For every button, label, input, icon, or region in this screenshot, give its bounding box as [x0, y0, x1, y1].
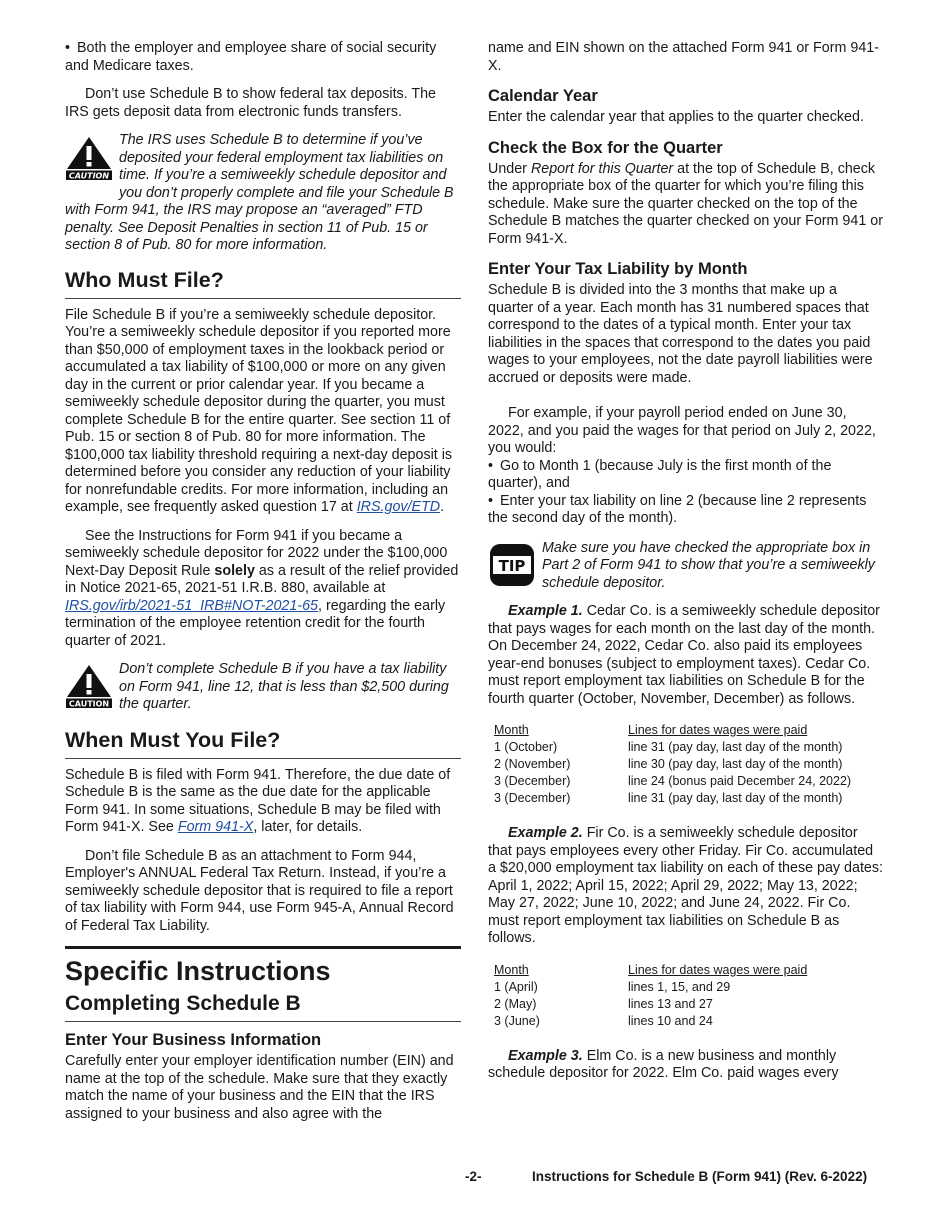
caution-icon — [65, 663, 113, 715]
caution-note-2500 — [65, 661, 461, 715]
paragraph-dont-file: Don’t file Schedule B as an attachment to Form 944, Employer's ANNUAL Federal Tax Return. Instead, if you’re a semiweekly schedule depositor that is required to file a report of tax liability with Form 944, use Form 945-A, Annual Record of Federal Tax Liability. — [65, 847, 454, 934]
table-header: Lines for dates wages were paid — [628, 723, 808, 737]
table-row: 1 (October) line 31 (pay day, last day of the month) — [494, 740, 843, 754]
caution-icon-label: CAUTION — [68, 699, 110, 709]
left-column — [65, 40, 461, 1134]
link-irs-etd[interactable]: IRS.gov/ETD — [356, 499, 441, 515]
table-header: Month — [494, 962, 529, 977]
caution-text-2500: Don’t complete Schedule B if you have a tax liability on Form 941, line 12, that is less than $2,500 during the quarter. — [119, 661, 449, 712]
paragraph-business-information: Carefully enter your employer identification number (EIN) and name at the top of the schedule. Make sure that they exactly match the name of your business and the EIN that the IRS assigned to your business and also agree with the — [65, 1053, 454, 1122]
right-column — [488, 40, 884, 1094]
paragraph-when: Schedule B is filed with Form 941. Therefore, the due date of Schedule B is the same as the due date for the applicable Form 941. In some situations, Schedule B may be filed with Form 941-X. See Form 941-X, later, for details. — [65, 766, 451, 835]
caution-text-ftd: The IRS uses Schedule B to determine if you’ve deposited your federal employment tax liabilities on time. If you’re a semiweekly schedule depositor and you don’t properly complete and file your Schedule B with Form 941, the IRS may propose an “averaged” FTD penalty. See Deposit Penalties in section 11 of Pub. 15 or section 8 of Pub. 80 for more information. — [65, 132, 454, 253]
link-irb-notice[interactable]: IRS.gov/irb/2021-51_IRB#NOT-2021-65 — [65, 597, 318, 614]
link-form-941x[interactable]: Form 941-X — [177, 819, 254, 835]
heading-who-must-file: Who Must File? — [65, 267, 461, 299]
table-header: Month — [494, 723, 529, 737]
heading-check-quarter: Check the Box for the Quarter — [488, 138, 723, 157]
paragraph-for-example: For example, if your payroll period ended on June 30, 2022, and you paid the wages for that period on July 2, 2022, you would: — [488, 405, 876, 456]
table-row: 1 (April) lines 1, 15, and 29 — [494, 979, 731, 994]
heading-specific-instructions: Specific Instructions — [65, 946, 461, 987]
heading-when-must-you-file: When Must You File? — [65, 727, 461, 759]
paragraph-example-3: Example 3. Elm Co. is a new business and monthly schedule depositor for 2022. Elm Co. paid wages every — [488, 1047, 839, 1081]
paragraph-example-1: Example 1. Cedar Co. is a semiweekly schedule depositor that pays wages for each month on the last day of the month. On December 24, 2022, Cedar Co. also paid its employees year-end bonuses (subject to employment taxes). Cedar Co. must report employment tax liabilities on Schedule B for the fourth quarter (October, November, December) as follows. — [488, 603, 880, 707]
footer-title: Instructions for Schedule B (Form 941) (Rev. 6-2022) — [532, 1169, 868, 1184]
paragraph-see-instructions: See the Instructions for Form 941 if you became a semiweekly schedule depositor for 2022 under the $100,000 Next-Day Deposit Rule solely as a result of the relief provided in Notice 2021-65, 2021-51 I.R.B. 880, available at IRS.gov/irb/2021-51_IRB#NOT-2021-65, regarding the early termination of the employee retention credit for the fourth quarter of 2021. — [65, 527, 459, 649]
tip-icon-label: TIP — [498, 556, 526, 575]
paragraph-example-2: Example 2. Fir Co. is a semiweekly schedule depositor that pays employees every other Friday. Fir Co. accumulated a $20,000 employment tax liability on each of these pay dates: April 1, 2022; April 15, 2022; April 29, 2022; May 13, 2022; May 27, 2022; June 10, 2022; and June 24, 2022. Fir Co. must report employment tax liabilities on Schedule B as follows. — [488, 825, 884, 946]
table-header: Lines for dates wages were paid — [628, 962, 808, 977]
bold-solely: solely — [214, 562, 255, 579]
label-example-1: Example 1. — [508, 603, 583, 619]
table-row: 3 (December) line 24 (bonus paid December 24, 2022) — [494, 774, 852, 788]
tip-note — [488, 540, 884, 594]
caution-icon-label: CAUTION — [68, 171, 110, 181]
caution-icon — [65, 135, 113, 187]
heading-business-information: Enter Your Business Information — [65, 1031, 322, 1049]
tip-icon — [488, 542, 536, 594]
heading-enter-tax-liability: Enter Your Tax Liability by Month — [488, 260, 748, 278]
heading-calendar-year: Calendar Year — [488, 87, 598, 105]
caution-note-ftd — [65, 132, 461, 255]
bullet-taxes: • Both the employer and employee share of social security and Medicare taxes. — [65, 40, 461, 75]
paragraph-dont-use: Don’t use Schedule B to show federal tax deposits. The IRS gets deposit data from electronic funds transfers. — [65, 86, 437, 120]
label-example-3: Example 3. — [508, 1047, 583, 1064]
page-number: -2- — [465, 1169, 482, 1184]
table-row: 2 (November) line 30 (pay day, last day of the month) — [494, 757, 843, 771]
table-example-2 — [494, 962, 807, 1030]
paragraph-who-must-file: File Schedule B if you’re a semiweekly schedule depositor. You’re a semiweekly schedule depositor if you reported more than $50,000 of employment taxes in the lookback period or accumulated a tax liability of $100,000 or more on any given day in the current or prior calendar year. If you became a semiweekly schedule depositor during the quarter, you must complete Schedule B for the entire quarter. See section 11 of Pub. 15 or section 8 of Pub. 80 for more information. The $100,000 tax liability threshold requiring a next-day deposit is determined before you consider any reduction of your liability for nonrefundable credits. For more information, including an example, see frequently asked question 17 at IRS.gov/ETD. — [65, 306, 453, 515]
paragraph-enter-tax-liability: Schedule B is divided into the 3 months that make up a quarter of a year. Each month has 31 numbered spaces that correspond to the dates of a typical month. Enter your tax liabilities in the spaces that correspond to the dates you paid wages to your employees, not the date payroll liabilities were accrued or deposits were made. — [488, 282, 873, 386]
table-row: 3 (December) line 31 (pay day, last day of the month) — [494, 791, 843, 805]
label-example-2: Example 2. — [508, 825, 583, 841]
heading-completing-schedule-b: Completing Schedule B — [65, 991, 461, 1022]
paragraph-check-quarter: Under Report for this Quarter at the top of Schedule B, check the appropriate box of the quarter for which you’re filing this schedule. Make sure the quarter checked on the top of the Schedule B matches the quarter checked on your Form 941 or Form 941-X. — [488, 160, 883, 247]
paragraph-continued: name and EIN shown on the attached Form 941 or Form 941-X. — [488, 40, 879, 74]
table-row: 3 (June) lines 10 and 24 — [494, 1013, 713, 1028]
tip-text: Make sure you have checked the appropriate box in Part 2 of Form 941 to show that you’re a semiweekly schedule depositor. — [542, 539, 875, 591]
bullet-line-2: • Enter your tax liability on line 2 (because line 2 represents the second day of the month). — [488, 493, 884, 528]
bullet-month-1: • Go to Month 1 (because July is the first month of the quarter), and — [488, 458, 884, 493]
table-example-1 — [494, 722, 851, 807]
paragraph-calendar-year: Enter the calendar year that applies to the quarter checked. — [488, 109, 864, 125]
table-row: 2 (May) lines 13 and 27 — [494, 996, 713, 1011]
